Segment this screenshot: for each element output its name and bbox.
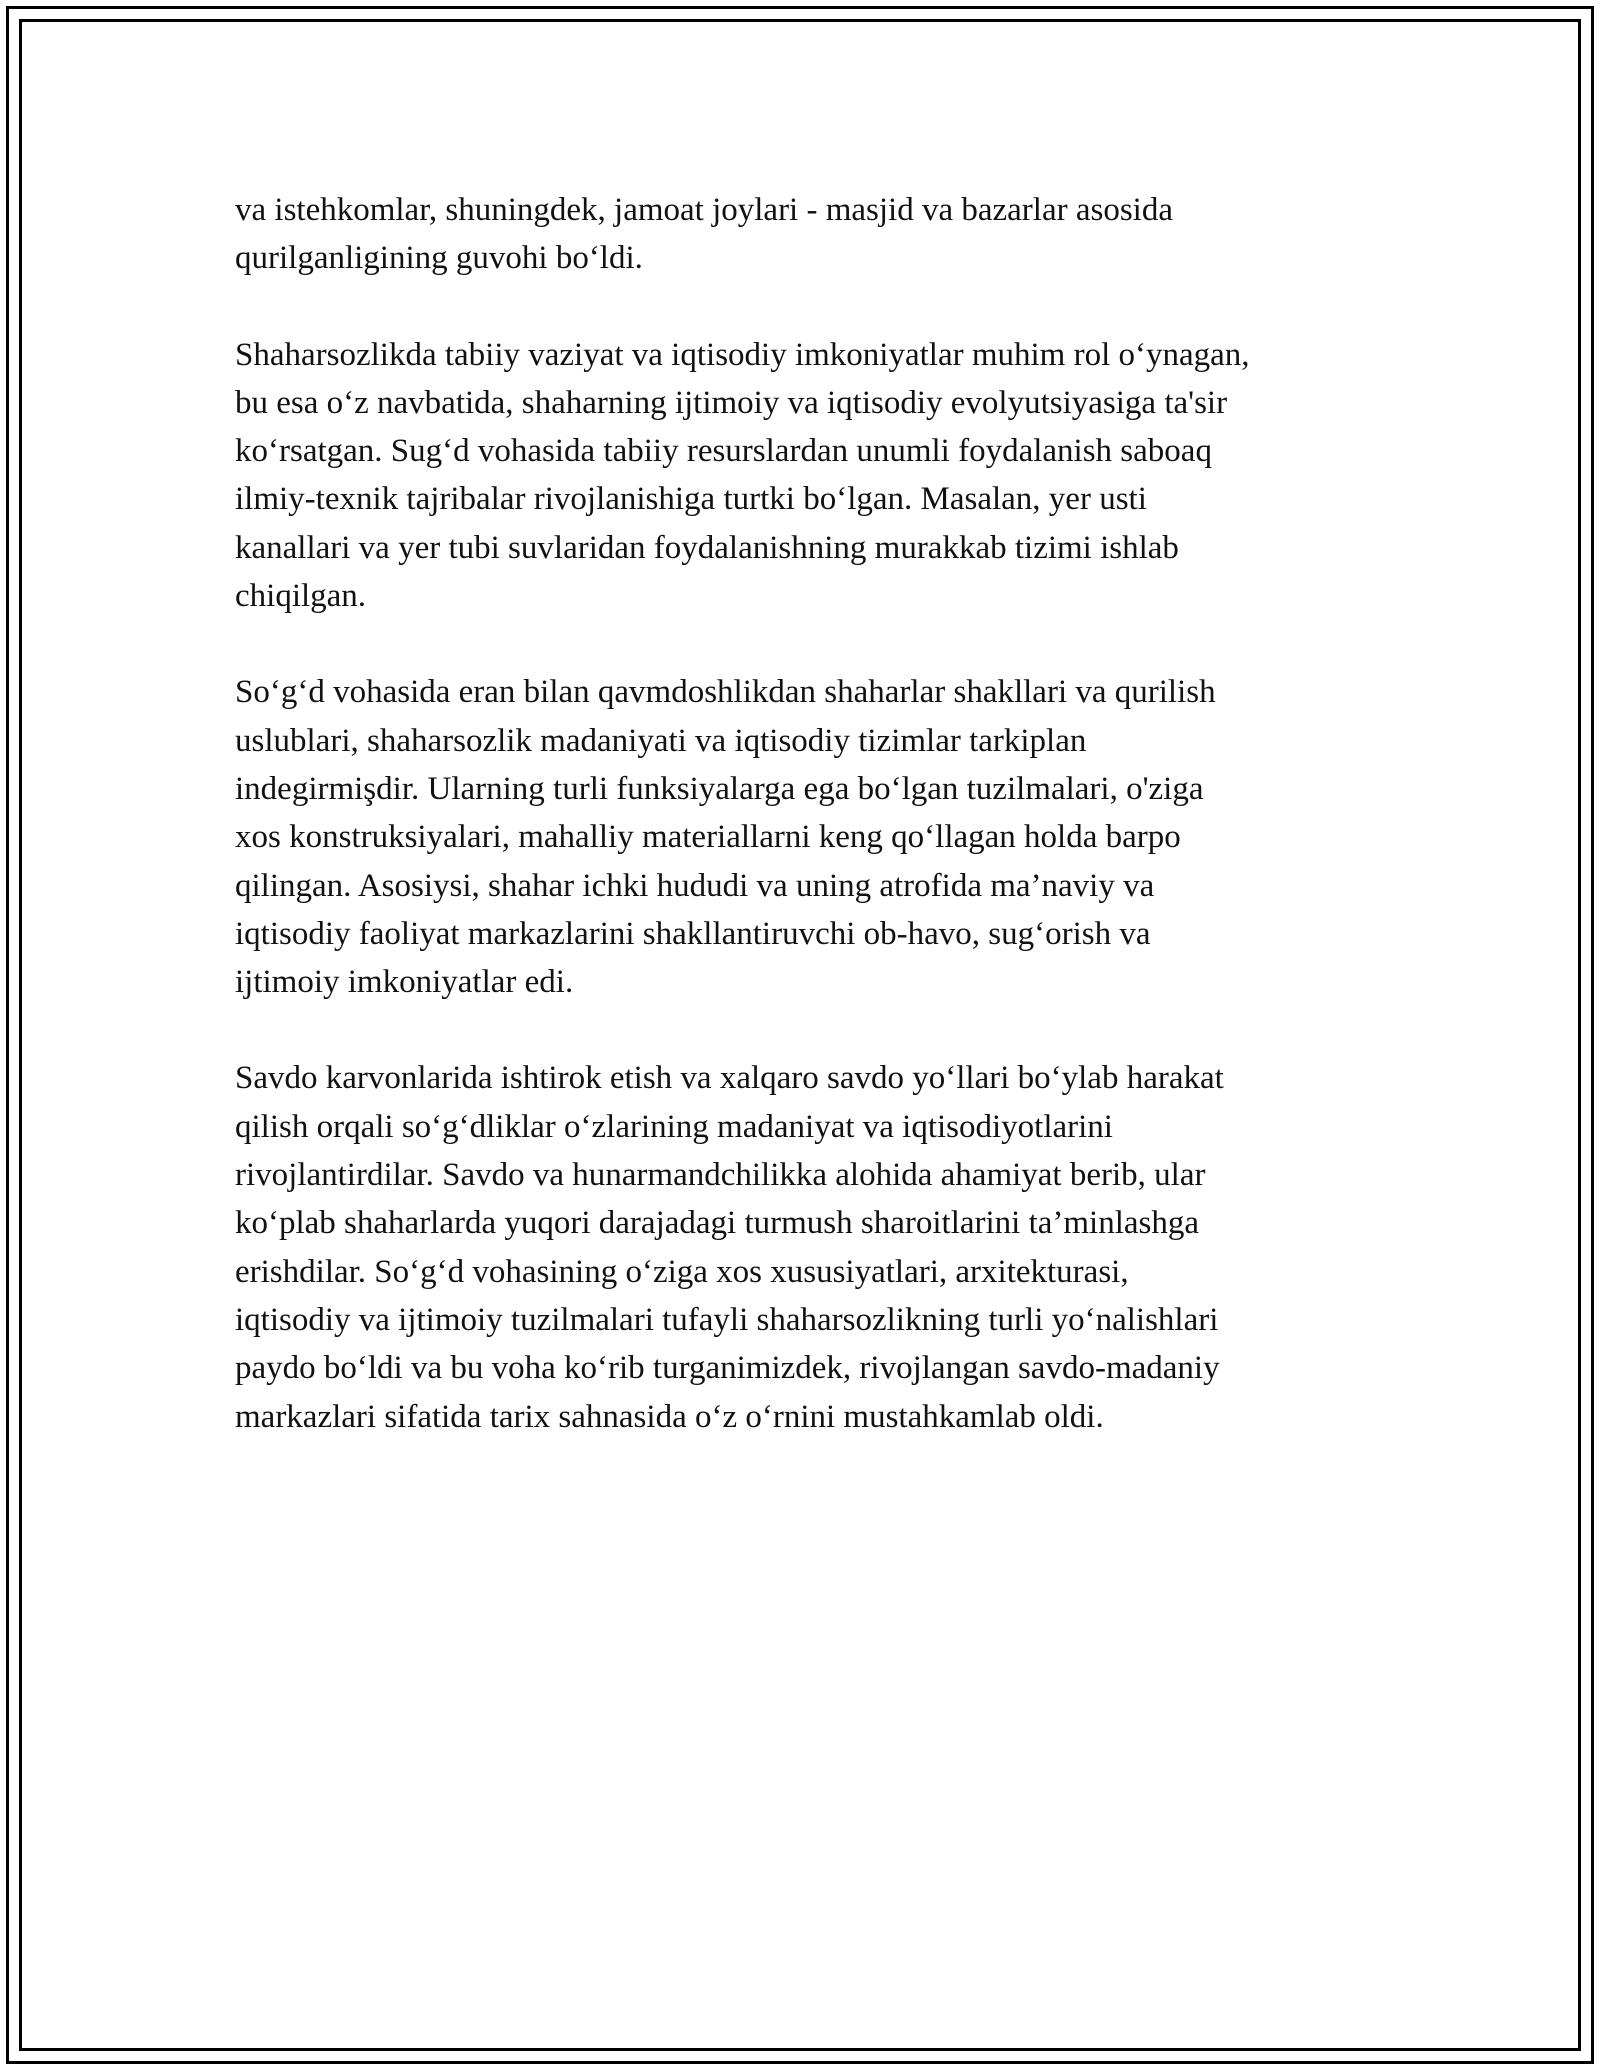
paragraph-2: Shaharsozlikda tabiiy vaziyat va iqtisodiy imkoniyatlar muhim rol o‘ynagan, bu esa o‘z navbatida, shaharning ijtimoiy va iqtisodiy evolyutsiyasiga ta'sir ko‘rsatgan. Sug‘d vohasida tabiiy resurslardan unumli foydalanish saboaq ilmiy-texnik tajribalar rivojlanishiga turtki bo‘lgan. Masalan, yer usti kanallari va yer tubi suvlaridan foydalanishning murakkab tizimi ishlab chiqilgan. [235,336,1250,615]
document-body [235,186,1375,1489]
paragraph-4: Savdo karvonlarida ishtirok etish va xalqaro savdo yo‘llari bo‘ylab harakat qilish orqali so‘g‘dliklar o‘zlarining madaniyat va iqtisodiyotlarini rivojlantirdilar. Savdo va hunarmandchilikka alohida ahamiyat berib, ular ko‘plab shaharlarda yuqori darajadagi turmush sharoitlarini ta’minlashga erishdilar. So‘g‘d vohasining o‘ziga xos xususiyatlari, arxitekturasi, iqtisodiy va ijtimoiy tuzilmalari tufayli shaharsozlikning turli yo‘nalishlari paydo bo‘ldi va bu voha ko‘rib turganimizdek, rivojlangan savdo-madaniy markazlari sifatida tarix sahnasida o‘z o‘rnini mustahkamlab oldi. [235,1060,1224,1435]
paragraph-3: So‘g‘d vohasida eran bilan qavmdoshlikdan shaharlar shakllari va qurilish uslublari, shaharsozlik madaniyati va iqtisodiy tizimlar tarkiplan indegirmişdir. Ularning turli funksiyalarga ega bo‘lgan tuzilmalari, o'ziga xos konstruksiyalari, mahalliy materiallarni keng qo‘llagan holda barpo qilingan. Asosiysi, shahar ichki hududi va uning atrofida ma’naviy va iqtisodiy faoliyat markazlarini shakllantiruvchi ob-havo, sug‘orish va ijtimoiy imkoniyatlar edi. [235,674,1216,1001]
paragraph-1: va istehkomlar, shuningdek, jamoat joylari - masjid va bazarlar asosida qurilganligining guvohi bo‘ldi. [235,192,1173,277]
